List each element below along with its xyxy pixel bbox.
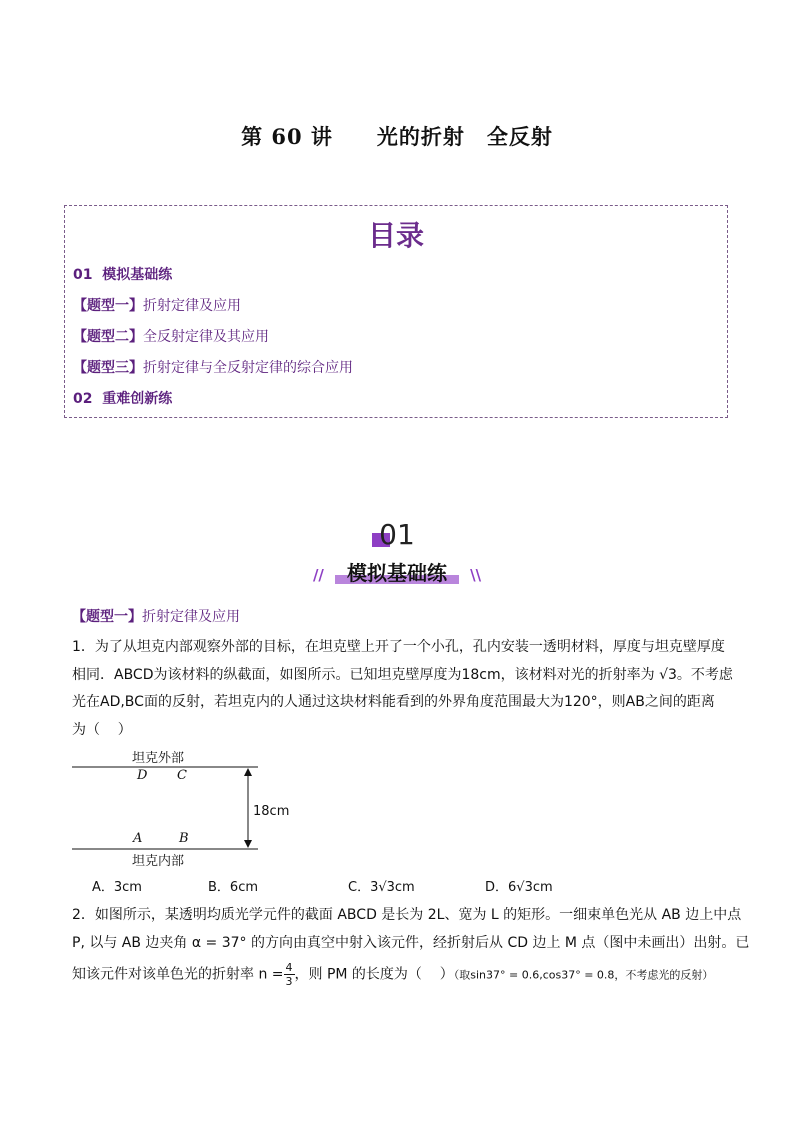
toc-heading: 目录 xyxy=(367,219,424,252)
question-type-heading: 【题型一】折射定律及应用 xyxy=(72,609,240,625)
section-banner xyxy=(0,557,794,586)
toc-item-label: 折射定律及应用 xyxy=(143,298,241,314)
point-a-label: A xyxy=(133,831,143,846)
toc-item-prefix: 【题型三】 xyxy=(73,360,143,376)
arrow-head-top xyxy=(244,768,252,776)
option-c[interactable]: C．3√3cm xyxy=(348,880,415,895)
toc-item-label: 01 模拟基础练 xyxy=(73,267,173,283)
question-1-line: 相同．ABCD为该材料的纵截面，如图所示。已知坦克壁厚度为18cm，该材料对光的折射率为 √3。不考虑 xyxy=(72,666,733,683)
option-b[interactable]: B．6cm xyxy=(208,880,259,895)
question-2-line: P, 以与 AB 边夹角 α = 37° 的方向由真空中射入该元件，经折射后从 CD 边上 M 点（图中未画出）出射。已 xyxy=(72,934,750,951)
toc-box xyxy=(64,205,728,418)
toc-item-prefix: 【题型一】 xyxy=(73,298,143,314)
slash-right-decoration: \\ xyxy=(470,566,482,584)
outside-label: 坦克外部 xyxy=(132,751,185,766)
lecture-number: 第 60 讲 xyxy=(241,124,333,149)
option-d[interactable]: D．6√3cm xyxy=(485,880,553,895)
toc-item-prefix: 【题型二】 xyxy=(73,329,143,345)
tank-wall-diagram xyxy=(72,744,332,869)
question-1-text xyxy=(72,634,733,744)
toc-item-1[interactable] xyxy=(73,264,172,284)
page-title xyxy=(0,121,794,151)
slash-left-decoration: // xyxy=(312,566,324,584)
point-d-label: D xyxy=(137,768,148,783)
toc-item-label: 全反射定律及其应用 xyxy=(143,329,269,345)
refractive-index-fraction: $\frac{4}{3}$ xyxy=(285,961,293,988)
lecture-topic: 光的折射 全反射 xyxy=(376,124,553,149)
option-a[interactable]: A．3cm xyxy=(92,880,142,895)
toc-item-4[interactable] xyxy=(73,357,353,377)
section-number: 01 xyxy=(379,518,415,551)
toc-item-5[interactable] xyxy=(73,388,172,408)
point-c-label: C xyxy=(177,768,187,783)
question-2-line: 知该元件对该单色光的折射率 n = $\frac{4}{3}$ ，则 PM 的长度为（ ）（取sin37° = 0.6,cos37° = 0.8，不考虑光的反射） xyxy=(72,961,714,988)
toc-item-2[interactable] xyxy=(73,295,241,315)
tank-wall-figure xyxy=(72,744,332,869)
section-name: 模拟基础练 xyxy=(335,557,459,586)
inside-label: 坦克内部 xyxy=(132,854,185,869)
toc-item-label: 折射定律与全反射定律的综合应用 xyxy=(143,360,353,376)
question-2-text xyxy=(72,902,750,989)
arrow-head-bottom xyxy=(244,840,252,848)
question-1-line: 1．为了从坦克内部观察外部的目标，在坦克壁上开了一个小孔，孔内安装一透明材料，厚度与坦克壁厚度 xyxy=(72,639,725,655)
question-1-line: 为（ ） xyxy=(72,721,132,738)
question-1-line: 光在AD,BC面的反射，若坦克内的人通过这块材料能看到的外界角度范围最大为120°，则AB之间的距离 xyxy=(72,694,715,710)
thickness-label: 18cm xyxy=(253,804,290,819)
question-2-line: 2．如图所示，某透明均质光学元件的截面 ABCD 是长为 2L、宽为 L 的矩形。一细束单色光从 AB 边上中点 xyxy=(72,907,742,923)
toc-item-3[interactable] xyxy=(73,326,269,346)
toc-item-label: 02 重难创新练 xyxy=(73,391,173,407)
point-b-label: B xyxy=(179,831,189,846)
